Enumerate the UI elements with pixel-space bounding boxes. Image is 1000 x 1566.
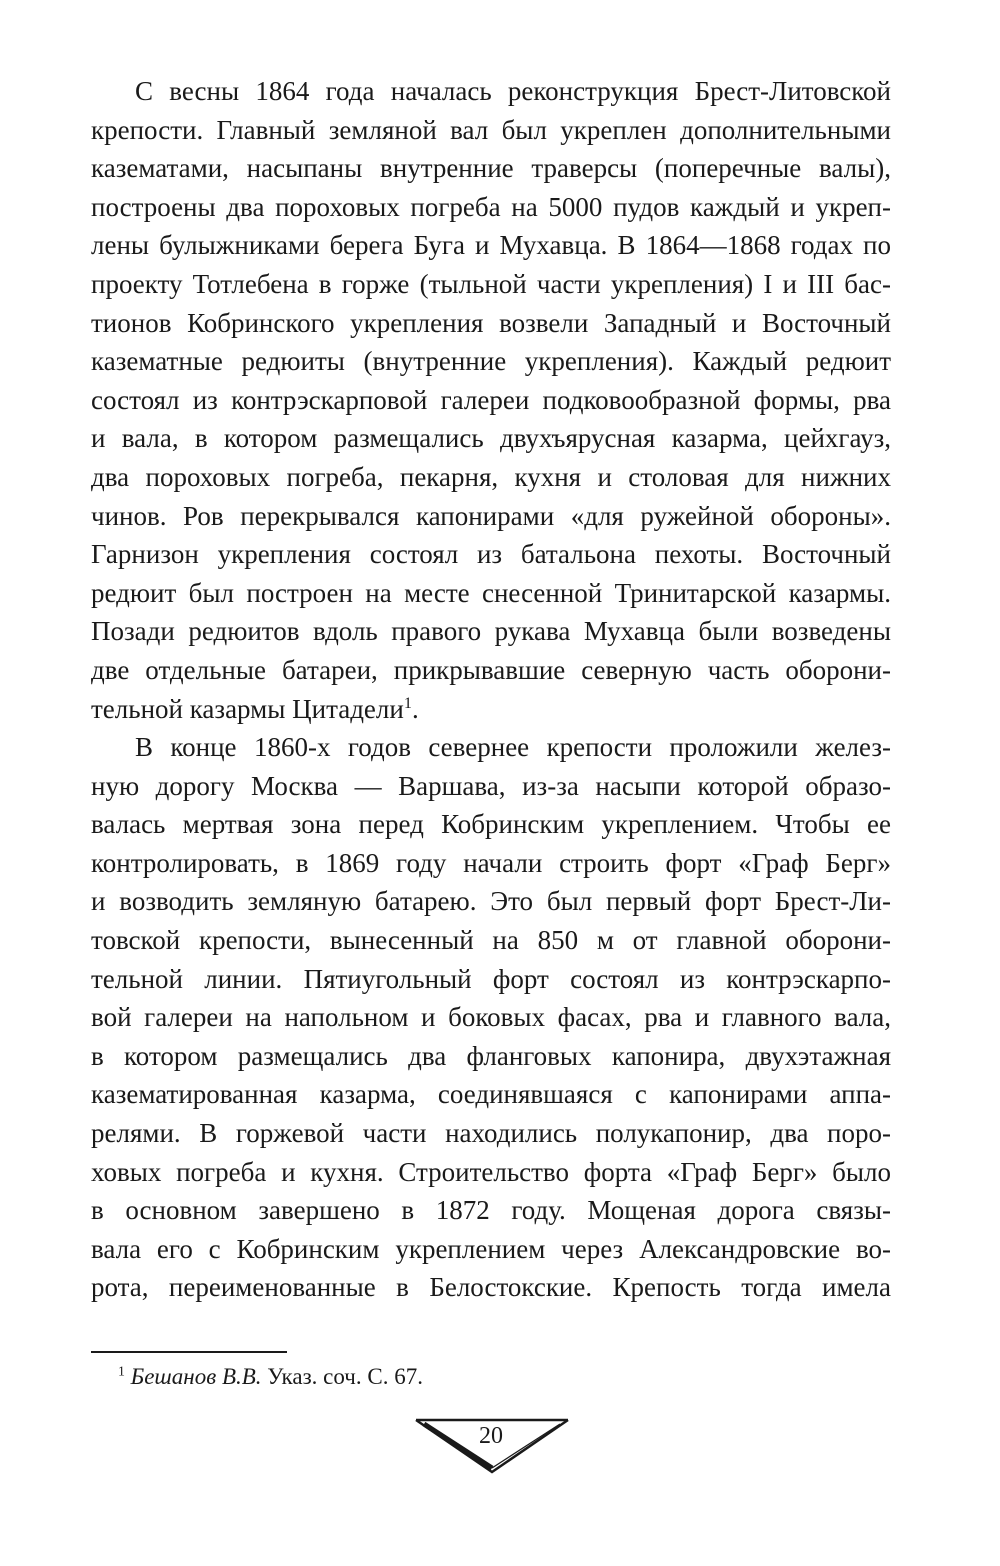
text-line: вала его с Кобринским укреплением через Александровские во- <box>91 1233 891 1264</box>
text-line: в основном завершено в 1872 году. Мощеная дорога связы- <box>91 1195 891 1226</box>
footnote <box>118 1362 423 1392</box>
text-line: ную дорогу Москва — Варшава, из-за насыпи которой образо- <box>91 770 891 801</box>
footnote-text: Указ. соч. С. 67. <box>267 1364 423 1389</box>
text-line: валась мертвая зона перед Кобринским укреплением. Чтобы ее <box>91 809 891 840</box>
text-line: казематами, насыпаны внутренние траверсы (поперечные валы), <box>91 153 891 184</box>
footnote-divider <box>91 1351 287 1353</box>
text-line: проекту Тотлебена в горже (тыльной части укрепления) I и III бас- <box>91 268 891 299</box>
text-line: товской крепости, вынесенный на 850 м от главной оборони- <box>91 925 891 956</box>
footnote-reference[interactable]: 1 <box>403 693 412 712</box>
text-line: в котором размещались два фланговых капонира, двухэтажная <box>91 1040 891 1071</box>
text-line: В конце 1860-х годов севернее крепости проложили желез- <box>135 732 891 763</box>
text-line: построены два пороховых погреба на 5000 пудов каждый и укреп- <box>91 191 891 222</box>
text-line: состоял из контрэскарповой галереи подковообразной формы, рва <box>91 384 891 415</box>
page-number: 20 <box>479 1423 503 1449</box>
footnote-author: Бешанов В.В. <box>130 1364 262 1389</box>
text-line: Гарнизон укрепления состоял из батальона пехоты. Восточный <box>91 539 891 570</box>
text-line: С весны 1864 года началась реконструкция Брест-Литовской <box>135 76 891 106</box>
text-line: лены булыжниками берега Буга и Мухавца. В 1864—1868 годах по <box>91 230 891 261</box>
text-line: тельной линии. Пятиугольный форт состоял из контрэскарпо- <box>91 963 891 994</box>
text-line: вой галереи на напольном и боковых фасах, рва и главного вала, <box>91 1002 891 1033</box>
text-line: два пороховых погреба, пекарня, кухня и столовая для нижних <box>91 461 891 492</box>
text-line: казематированная казарма, соединявшаяся с капонирами аппа- <box>91 1079 891 1110</box>
text-line: рота, переименованные в Белостокские. Крепость тогда имела <box>91 1272 891 1303</box>
sentence-end: . <box>411 693 419 724</box>
text-line: редюит был построен на месте снесенной Тринитарской казармы. <box>91 577 891 608</box>
text-line: Позади редюитов вдоль правого рукава Мухавца были возведены <box>91 616 891 647</box>
text-line: и возводить земляную батарею. Это был первый форт Брест-Ли- <box>91 886 891 917</box>
text-line: релями. В горжевой части находились полукапонир, два поро- <box>91 1118 891 1149</box>
text-line-content: тельной казармы Цитадели <box>91 693 404 724</box>
text-line: тионов Кобринского укрепления возвели Западный и Восточный <box>91 307 891 338</box>
footnote-marker: 1 <box>118 1363 125 1379</box>
text-line: и вала, в котором размещались двухъярусная казарма, цейхгауз, <box>91 423 891 454</box>
text-line-with-footnote-ref <box>91 690 891 729</box>
text-line: ховых погреба и кухня. Строительство форта «Граф Берг» было <box>91 1156 891 1187</box>
text-line: крепости. Главный земляной вал был укреплен дополнительными <box>91 114 891 145</box>
text-line: две отдельные батареи, прикрывавшие северную часть оборони- <box>91 654 891 685</box>
text-line: казематные редюиты (внутренние укрепления). Каждый редюит <box>91 346 891 377</box>
page-body <box>91 72 891 1307</box>
text-line: контролировать, в 1869 году начали строить форт «Граф Берг» <box>91 847 891 878</box>
text-line: чинов. Ров перекрывался капонирами «для ружейной обороны». <box>91 500 891 531</box>
